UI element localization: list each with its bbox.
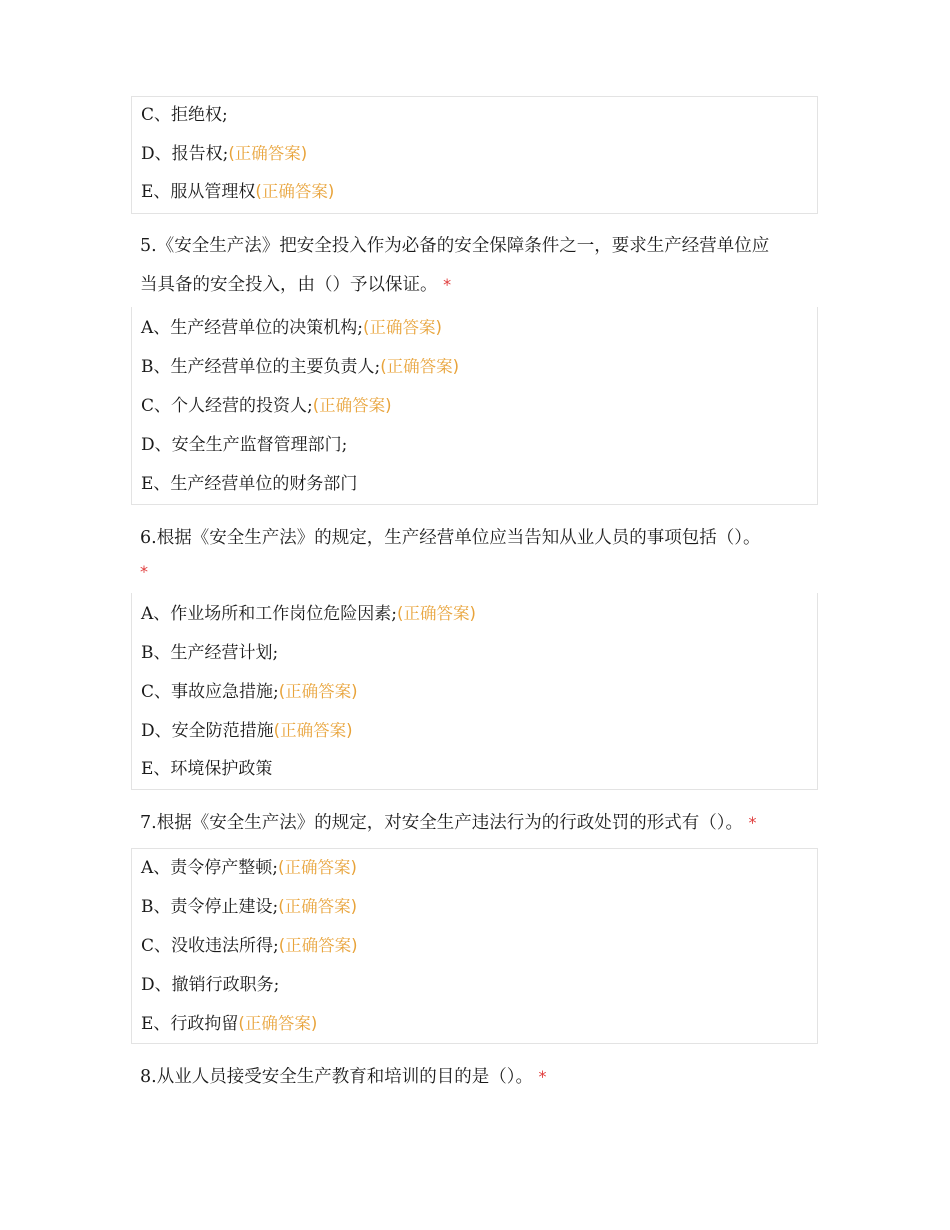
question-5-line-2: 当具备的安全投入，由（）予以保证。 * — [140, 275, 452, 295]
option-label: B、生产经营单位的主要负责人; — [141, 357, 381, 377]
correct-answer-tag: (正确答案) — [228, 144, 308, 163]
option-label: C、个人经营的投资人; — [141, 396, 313, 416]
correct-answer-tag: (正确答案) — [397, 604, 476, 623]
option-label: E、服从管理权 — [141, 182, 256, 202]
option-label: C、事故应急措施; — [141, 682, 279, 702]
option-q6-d[interactable] — [141, 720, 353, 742]
question-7-line-1: 7.根据《安全生产法》的规定，对安全生产违法行为的行政处罚的形式有（）。 * — [140, 813, 757, 833]
required-mark: * — [140, 562, 148, 581]
required-mark: * — [538, 1067, 547, 1086]
option-q7-b[interactable] — [141, 896, 357, 918]
option-q6-a[interactable] — [141, 603, 476, 625]
required-mark: * — [443, 275, 452, 294]
option-label: C、没收违法所得; — [141, 936, 279, 956]
required-mark: * — [748, 813, 757, 832]
question-5-line-1: 5.《安全生产法》把安全投入作为必备的安全保障条件之一，要求生产经营单位应 — [140, 236, 770, 256]
correct-answer-tag: (正确答案) — [255, 182, 335, 201]
option-label: A、生产经营单位的决策机构; — [141, 318, 364, 338]
question-6-line-2 — [140, 561, 148, 583]
correct-answer-tag: (正确答案) — [278, 936, 358, 955]
option-q7-a[interactable] — [141, 857, 357, 879]
option-label: B、生产经营计划; — [141, 643, 279, 663]
question-6-line-1: 6.根据《安全生产法》的规定，生产经营单位应当告知从业人员的事项包括（）。 — [140, 528, 761, 548]
correct-answer-tag: (正确答案) — [278, 682, 358, 701]
option-label: C、拒绝权; — [141, 105, 228, 125]
correct-answer-tag: (正确答案) — [363, 318, 442, 337]
option-q5-c[interactable] — [141, 395, 392, 417]
option-label: D、安全生产监督管理部门; — [141, 435, 348, 455]
option-q6-c[interactable] — [141, 681, 358, 703]
option-q4-d[interactable] — [141, 143, 307, 165]
correct-answer-tag: (正确答案) — [273, 721, 353, 740]
correct-answer-tag: (正确答案) — [238, 1014, 318, 1033]
question-5-options — [131, 307, 818, 505]
question-7-options — [131, 848, 818, 1044]
option-label: D、安全防范措施 — [141, 721, 274, 741]
question-8-line-1: 8.从业人员接受安全生产教育和培训的目的是（）。 * — [140, 1067, 547, 1087]
correct-answer-tag: (正确答案) — [380, 357, 460, 376]
option-q4-e[interactable] — [141, 181, 334, 203]
option-label: E、生产经营单位的财务部门 — [141, 474, 358, 494]
option-label: D、撤销行政职务; — [141, 975, 280, 995]
option-q5-a[interactable] — [141, 317, 442, 339]
option-q7-c[interactable] — [141, 935, 358, 957]
option-q6-e[interactable] — [141, 758, 272, 780]
question-4-options — [131, 96, 818, 214]
option-q5-d[interactable] — [141, 434, 347, 456]
option-q5-e[interactable] — [141, 473, 357, 495]
correct-answer-tag: (正确答案) — [278, 897, 358, 916]
option-q7-d[interactable] — [141, 974, 279, 996]
option-q5-b[interactable] — [141, 356, 459, 378]
question-6-options — [131, 593, 818, 790]
correct-answer-tag: (正确答案) — [278, 858, 357, 877]
option-q4-c[interactable] — [141, 104, 228, 126]
option-label: B、责令停止建设; — [141, 897, 279, 917]
option-q7-e[interactable] — [141, 1013, 317, 1035]
option-label: A、责令停产整顿; — [141, 858, 279, 878]
correct-answer-tag: (正确答案) — [312, 396, 392, 415]
option-label: A、作业场所和工作岗位危险因素; — [141, 604, 398, 624]
option-q6-b[interactable] — [141, 642, 278, 664]
option-label: E、环境保护政策 — [141, 759, 273, 779]
option-label: E、行政拘留 — [141, 1014, 239, 1034]
option-label: D、报告权; — [141, 144, 229, 164]
